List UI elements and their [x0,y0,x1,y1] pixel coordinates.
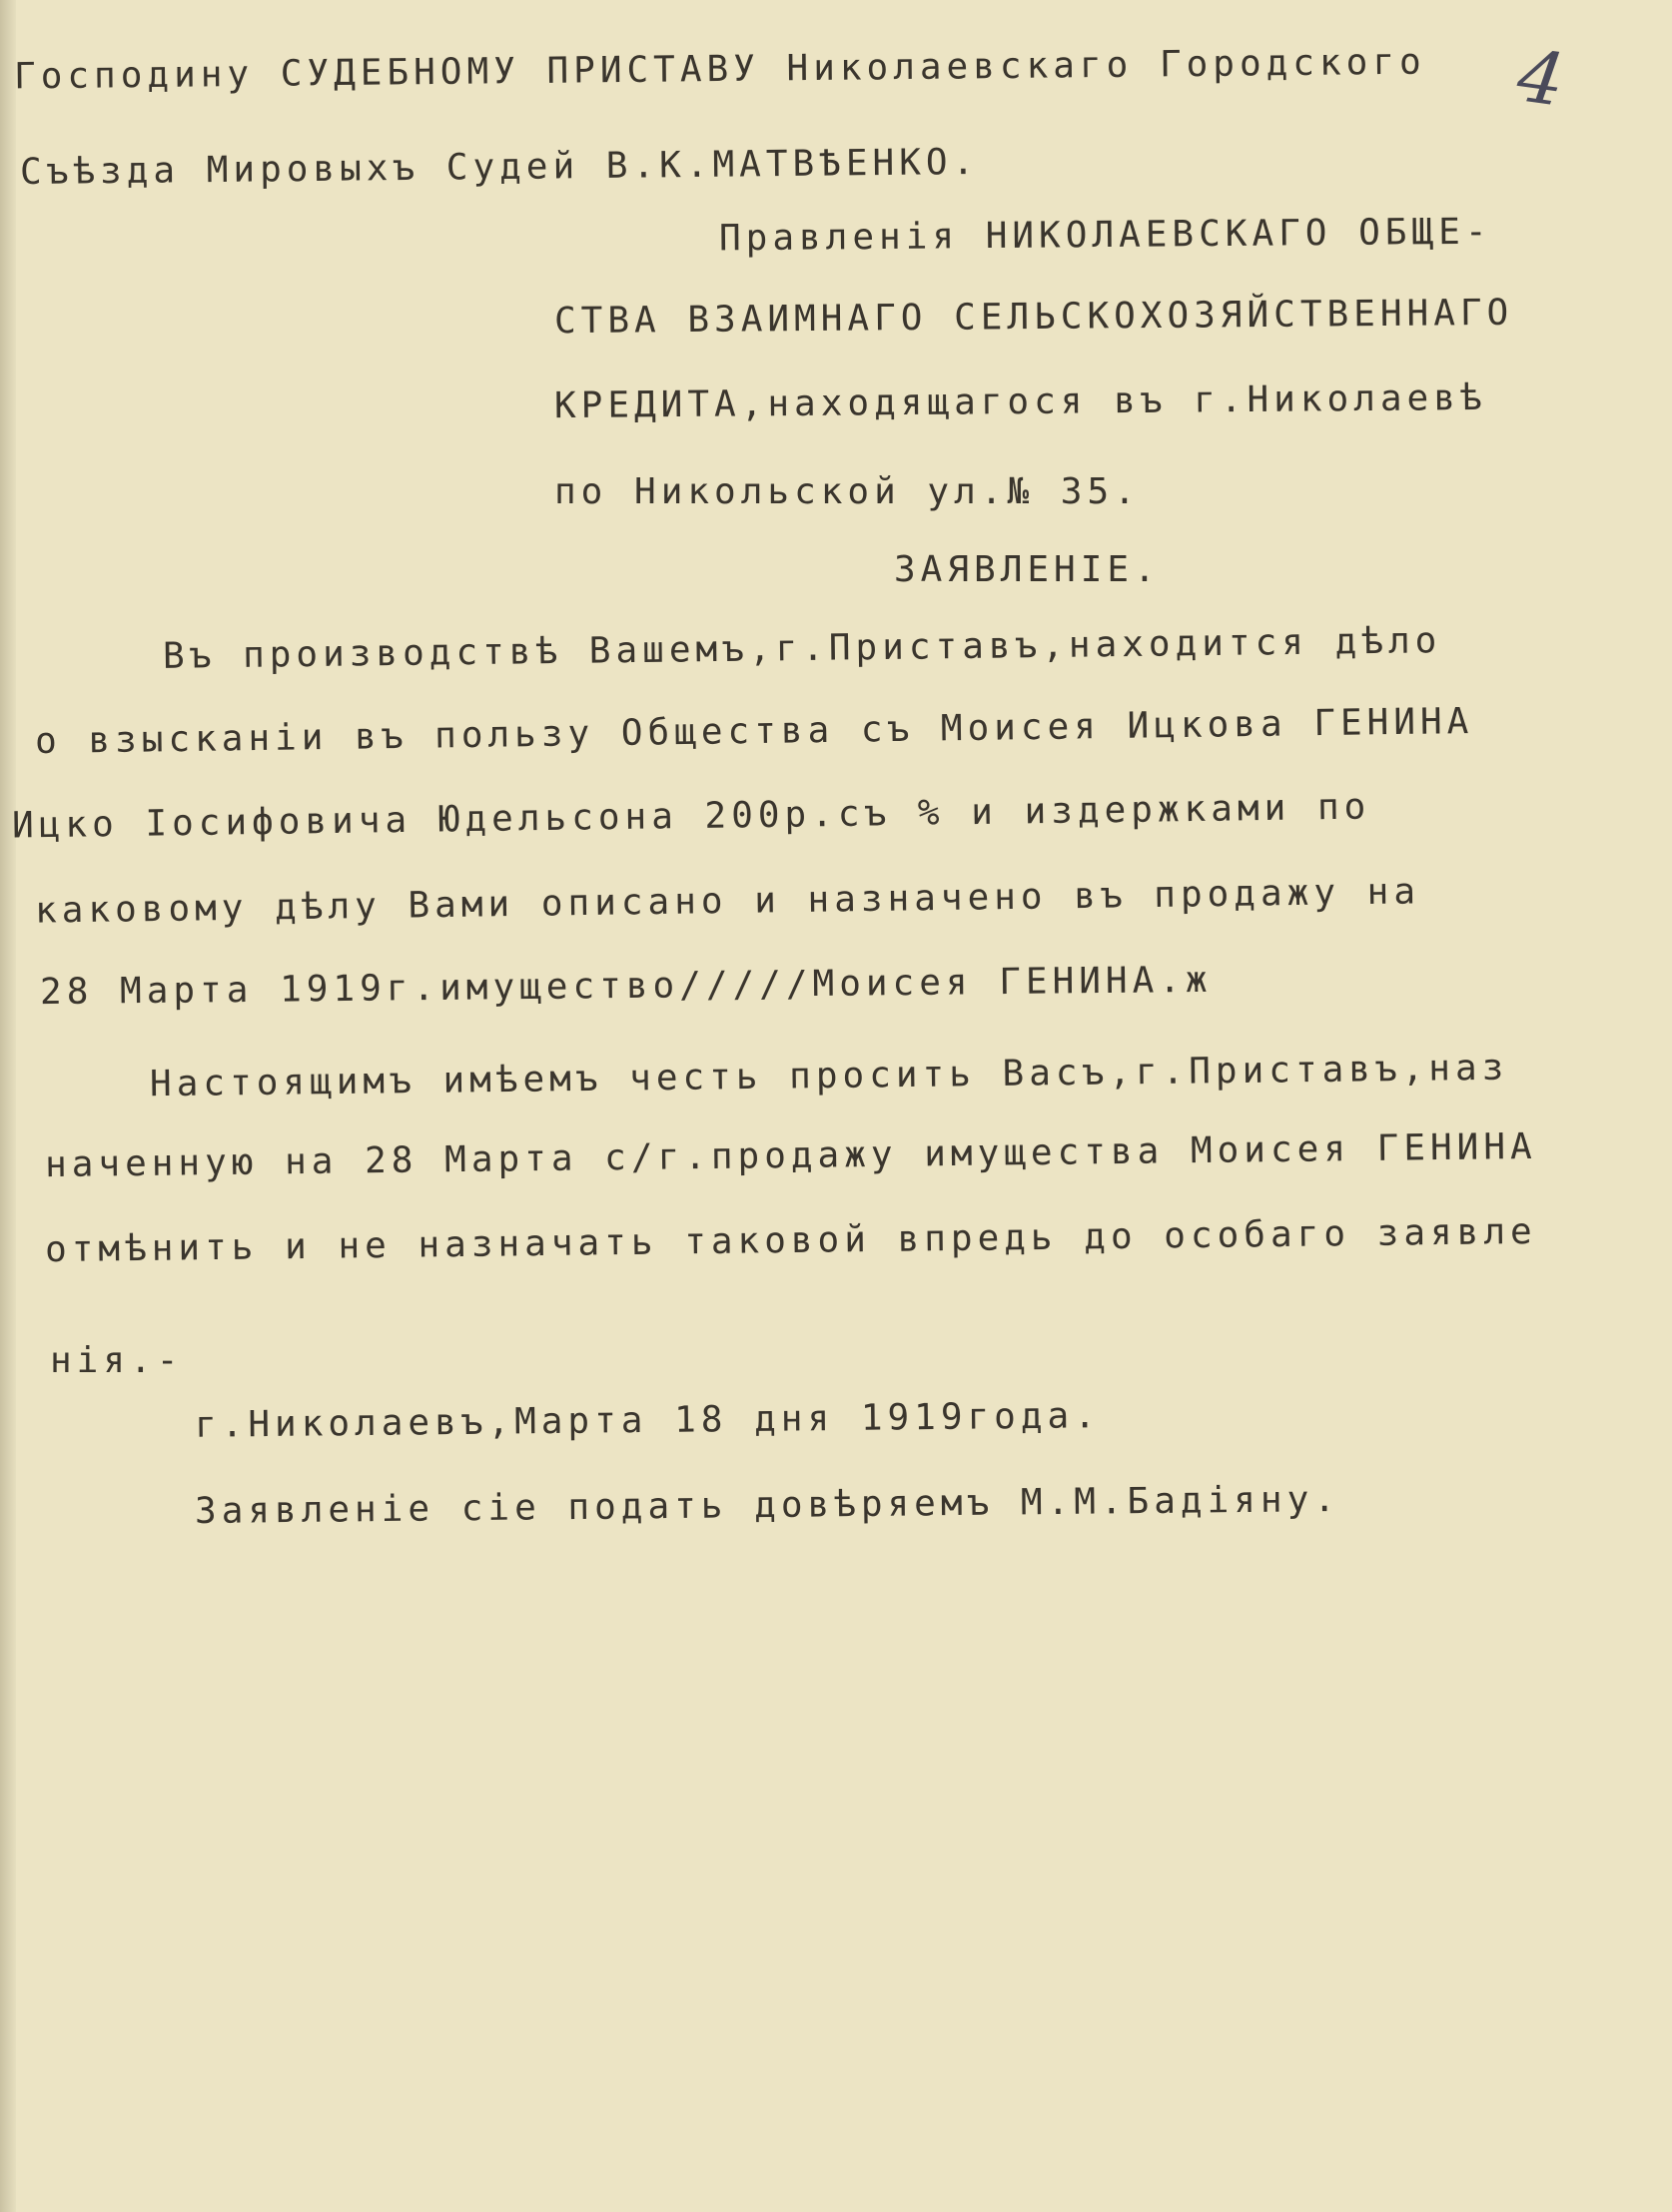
body-line-5: 28 Марта 1919г.имущество/////Моисея ГЕНИНА.ж [39,959,1213,1014]
sender-line-1: Правленія НИКОЛАЕВСКАГО ОБЩЕ- [718,211,1492,260]
body-line-1: Въ производствѣ Вашемъ,г.Приставъ,находится дѣло [162,620,1442,677]
date-line: г.Николаевъ,Марта 18 дня 1919года. [194,1395,1102,1446]
page-edge [0,0,16,2212]
handwritten-page-number: 4 [1512,33,1570,123]
body-line-3: Ицко Іосифовича Юдельсона 200р.съ % и издержками по [11,786,1371,847]
sender-line-2: СТВА ВЗАИМНАГО СЕЛЬСКОХОЗЯЙСТВЕННАГО [553,292,1514,343]
document-title: ЗАЯВЛЕНІЕ. [894,549,1161,590]
sender-line-4: по Никольской ул.№ 35. [554,471,1141,512]
addressee-line-2: Съѣзда Мировыхъ Судей В.К.МАТВѢЕНКО. [19,141,980,194]
body-line-7: наченную на 28 Марта с/г.продажу имущества Моисея ГЕНИНА [44,1125,1537,1186]
body-line-2: о взысканіи въ пользу Общества съ Моисея Ицкова ГЕНИНА [34,700,1474,763]
body-line-9: нія.- [50,1340,184,1381]
sender-line-3: КРЕДИТА,находящагося въ г.Николаевѣ [553,376,1487,427]
addressee-line-1: Господину СУДЕБНОМУ ПРИСТАВУ Николаевскаго Городского [13,41,1426,98]
body-line-4: каковому дѣлу Вами описано и назначено въ продажу на [34,871,1421,932]
body-line-6: Настоящимъ имѣемъ честь просить Васъ,г.Приставъ,наз [149,1047,1509,1106]
body-line-8: отмѣнить и не назначать таковой впредь до особаго заявле [44,1210,1537,1271]
authorization-line: Заявленіе сіе подать довѣряемъ М.М.Бадіяну. [194,1478,1341,1533]
